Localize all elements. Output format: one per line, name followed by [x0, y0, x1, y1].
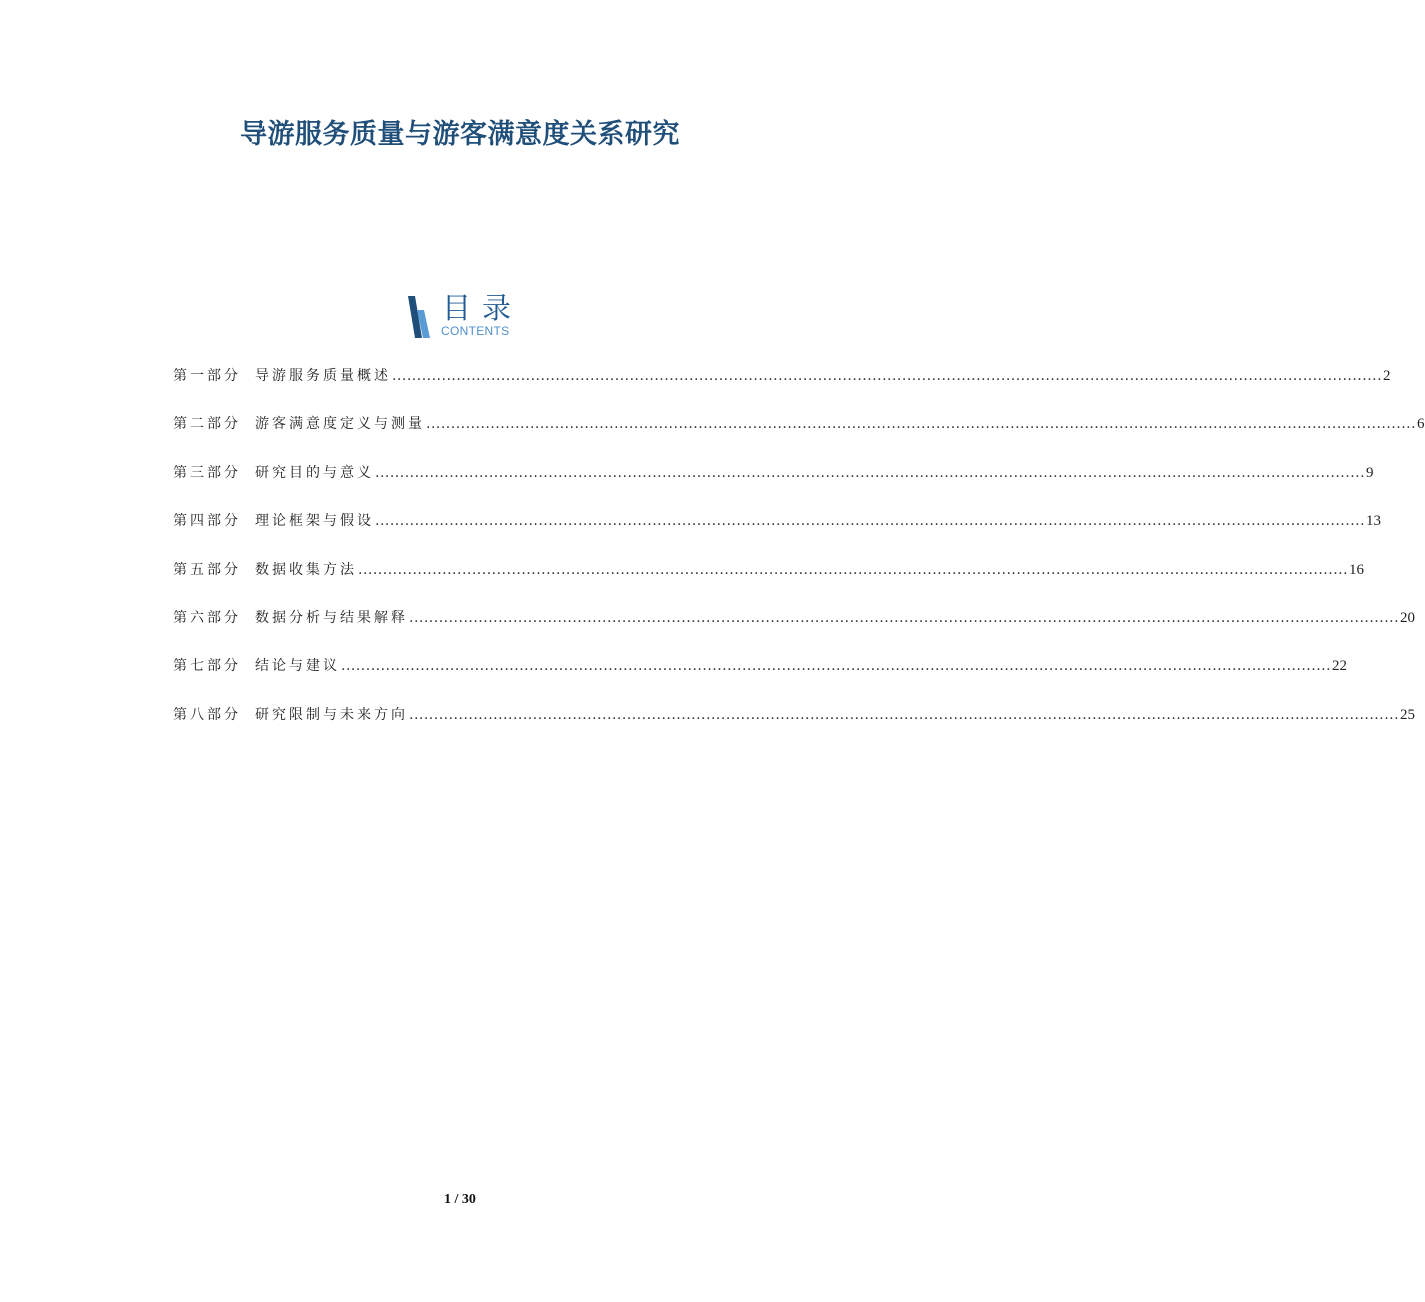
toc-entry-page: 2 — [1383, 368, 1391, 384]
toc-entry[interactable] — [173, 463, 1374, 511]
toc-entry[interactable] — [173, 560, 1365, 608]
toc-entry[interactable] — [173, 705, 1416, 753]
toc-entry-leader: ........................................................................................................................................................................................................ — [375, 464, 1366, 481]
toc-entry-part: 第一部分 — [173, 368, 241, 384]
toc-entry-leader: ........................................................................................................................................................................................................ — [409, 609, 1400, 626]
toc-entry-title: 结论与建议 — [255, 658, 340, 675]
toc-heading-title: 目录 — [442, 291, 523, 325]
toc-entry[interactable] — [173, 511, 1382, 559]
toc-entry-part: 第四部分 — [173, 513, 241, 530]
toc-entry-page: 6 — [1417, 416, 1425, 433]
toc-entry-page: 22 — [1332, 658, 1348, 675]
toc-entry-leader: ........................................................................................................................................................................................................ — [409, 706, 1400, 723]
toc-entry-leader: ........................................................................................................................................................................................................ — [426, 416, 1417, 433]
toc-entry-title: 导游服务质量概述 — [255, 368, 391, 384]
toc-entry[interactable] — [173, 414, 1425, 462]
toc-entry-title: 研究目的与意义 — [255, 464, 374, 481]
toc-entry-part: 第六部分 — [173, 609, 241, 626]
page-number: 1 / 30 — [444, 1192, 476, 1207]
toc-entry-part: 第二部分 — [173, 416, 241, 433]
toc-entry-part: 第三部分 — [173, 464, 241, 481]
toc-entry-page: 13 — [1366, 513, 1382, 530]
document-title: 导游服务质量与游客满意度关系研究 — [240, 119, 680, 150]
toc-entry-page: 9 — [1366, 464, 1374, 481]
toc-entry-leader: ........................................................................................................................................................................................................ — [358, 561, 1349, 578]
toc-entry-page: 16 — [1349, 561, 1365, 578]
toc-entry-title: 数据分析与结果解释 — [255, 609, 408, 626]
toc-heading — [405, 292, 545, 340]
toc-entry-title: 数据收集方法 — [255, 561, 357, 578]
toc-entry-leader: ........................................................................................................................................................................................................ — [375, 513, 1366, 530]
toc-entry[interactable] — [173, 608, 1416, 656]
toc-entry-title: 游客满意度定义与测量 — [255, 416, 425, 433]
toc-entry-page: 20 — [1400, 609, 1416, 626]
toc-entry[interactable] — [173, 366, 1391, 414]
toc-entry-leader: ........................................................................................................................................................................................................ — [392, 368, 1383, 384]
toc-entry[interactable] — [173, 656, 1348, 704]
toc-entry-title: 理论框架与假设 — [255, 513, 374, 530]
toc-entry-title: 研究限制与未来方向 — [255, 706, 408, 723]
toc-entry-page: 25 — [1400, 706, 1416, 723]
toc-entry-part: 第五部分 — [173, 561, 241, 578]
table-of-contents — [173, 366, 1425, 753]
toc-logo-icon — [405, 296, 431, 338]
toc-entry-leader: ........................................................................................................................................................................................................ — [341, 658, 1332, 675]
toc-entry-part: 第八部分 — [173, 706, 241, 723]
toc-heading-subtitle: CONTENTS — [441, 324, 510, 338]
toc-entry-part: 第七部分 — [173, 658, 241, 675]
